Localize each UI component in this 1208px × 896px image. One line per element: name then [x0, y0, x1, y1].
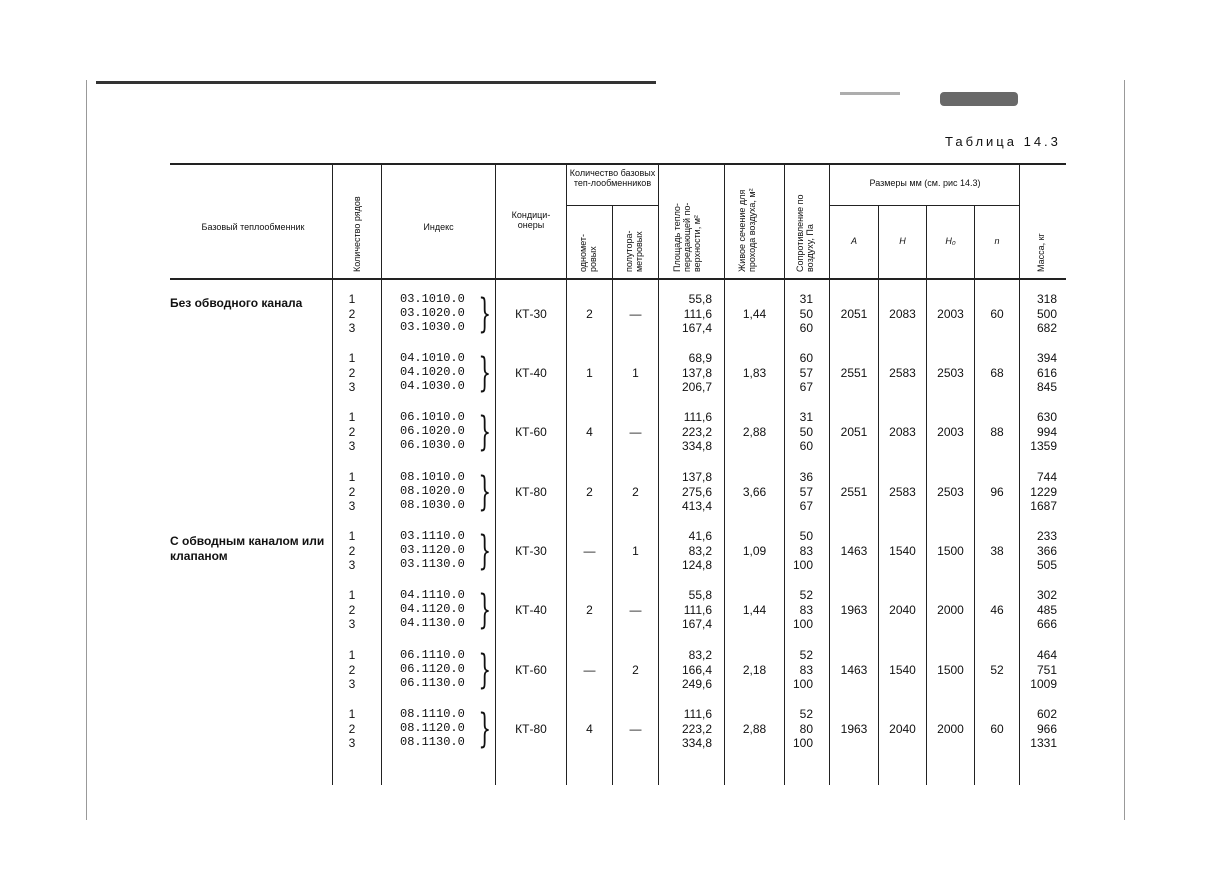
resistance-cell: 50 83 100: [792, 529, 813, 572]
dim-a-cell: 1963: [840, 722, 868, 736]
resistance-cell: 31 50 60: [799, 292, 813, 335]
header-single-meter: одномет-ровых: [578, 233, 598, 272]
col-line: [381, 165, 382, 785]
conditioner-cell: КТ-30: [515, 307, 547, 321]
area-cell: 83,2 166,4 249,6: [681, 648, 712, 691]
brace-icon: }: [478, 350, 492, 396]
mass-cell: 394 616 845: [1036, 351, 1057, 394]
group-label: С обводным каналом или клапаном: [170, 534, 325, 563]
col-line: [495, 165, 496, 785]
dim-h0-cell: 1500: [937, 663, 964, 677]
header-base-exchanger: Базовый теплообменник: [201, 222, 305, 232]
header-area: Площадь тепло-передающей по-верхности, м²: [672, 202, 702, 272]
index-cell: 03.1010.0 03.1020.0 03.1030.0: [400, 292, 465, 334]
area-cell: 68,9 137,8 206,7: [681, 351, 712, 394]
resistance-cell: 52 83 100: [792, 588, 813, 631]
area-cell: 41,6 83,2 124,8: [681, 529, 712, 572]
live-section-cell: 1,09: [742, 544, 767, 558]
dim-h0-cell: 1500: [937, 544, 964, 558]
rows-count-cell: 1 2 3: [348, 351, 356, 394]
dim-n-cell: 52: [990, 663, 1004, 677]
resistance-cell: 60 57 67: [799, 351, 813, 394]
conditioner-cell: КТ-60: [515, 425, 547, 439]
rows-count-cell: 1 2 3: [348, 648, 356, 691]
header-dim-h: H: [899, 236, 906, 246]
one-half-meter-cell: —: [629, 425, 642, 439]
mass-cell: 744 1229 1687: [1030, 470, 1057, 513]
conditioner-cell: КТ-80: [515, 485, 547, 499]
header-mass: Масса, кг: [1036, 233, 1046, 272]
live-section-cell: 3,66: [742, 485, 767, 499]
dim-h-cell: 2083: [889, 307, 916, 321]
index-cell: 06.1010.0 06.1020.0 06.1030.0: [400, 410, 465, 452]
area-cell: 55,8 111,6 167,4: [681, 588, 712, 631]
single-meter-cell: 1: [586, 366, 593, 380]
conditioner-cell: КТ-80: [515, 722, 547, 736]
rows-count-cell: 1 2 3: [348, 529, 356, 572]
dim-h0-cell: 2503: [937, 366, 964, 380]
col-line: [332, 165, 333, 785]
dim-n-cell: 38: [990, 544, 1004, 558]
live-section-cell: 1,44: [742, 603, 767, 617]
header-dim-n: n: [994, 236, 1000, 246]
dim-h0-cell: 2000: [937, 722, 964, 736]
dim-h-cell: 2083: [889, 425, 916, 439]
mass-cell: 602 966 1331: [1030, 707, 1057, 750]
dim-h-cell: 2583: [889, 366, 916, 380]
dim-h0-cell: 2003: [937, 425, 964, 439]
index-cell: 08.1110.0 08.1120.0 08.1130.0: [400, 707, 465, 749]
scan-left-edge: [86, 80, 87, 820]
header-dim-h0: H₀: [945, 236, 956, 246]
live-section-cell: 2,18: [742, 663, 767, 677]
live-section-cell: 2,88: [742, 722, 767, 736]
one-half-meter-cell: —: [629, 722, 642, 736]
dim-a-cell: 1963: [840, 603, 868, 617]
dim-h0-cell: 2503: [937, 485, 964, 499]
dim-a-cell: 2551: [840, 485, 868, 499]
index-cell: 04.1010.0 04.1020.0 04.1030.0: [400, 351, 465, 393]
scan-top-rule: [96, 81, 656, 84]
index-cell: 04.1110.0 04.1120.0 04.1130.0: [400, 588, 465, 630]
mass-cell: 302 485 666: [1036, 588, 1057, 631]
single-meter-cell: 2: [586, 307, 593, 321]
conditioner-cell: КТ-40: [515, 603, 547, 617]
dim-h0-cell: 2003: [937, 307, 964, 321]
area-cell: 111,6 223,2 334,8: [681, 707, 712, 750]
dim-h-cell: 1540: [889, 663, 916, 677]
header-live-section: Живое сечение для прохода воздуха, м²: [737, 188, 757, 272]
dim-a-cell: 1463: [840, 544, 868, 558]
header-one-half-meter: полутора-метровых: [624, 230, 644, 272]
col-line: [724, 165, 725, 785]
single-meter-cell: 2: [586, 603, 593, 617]
dim-n-cell: 68: [990, 366, 1004, 380]
single-meter-cell: 2: [586, 485, 593, 499]
live-section-cell: 2,88: [742, 425, 767, 439]
index-cell: 06.1110.0 06.1120.0 06.1130.0: [400, 648, 465, 690]
scan-right-edge: [1124, 80, 1125, 820]
resistance-cell: 52 80 100: [792, 707, 813, 750]
subheader-rule-dims: [829, 205, 1020, 206]
dim-n-cell: 60: [990, 307, 1004, 321]
dim-a-cell: 1463: [840, 663, 868, 677]
live-section-cell: 1,83: [742, 366, 767, 380]
col-line: [658, 165, 659, 785]
col-line: [566, 165, 567, 785]
mass-cell: 233 366 505: [1036, 529, 1057, 572]
rows-count-cell: 1 2 3: [348, 707, 356, 750]
dim-a-cell: 2051: [840, 307, 868, 321]
dim-a-cell: 2051: [840, 425, 868, 439]
brace-icon: }: [478, 587, 492, 633]
header-bottom-rule: [170, 278, 1066, 280]
dim-a-cell: 2551: [840, 366, 868, 380]
dim-n-cell: 46: [990, 603, 1004, 617]
group-label: Без обводного канала: [170, 296, 303, 310]
dim-h-cell: 2583: [889, 485, 916, 499]
one-half-meter-cell: 1: [632, 366, 639, 380]
single-meter-cell: 4: [586, 722, 593, 736]
brace-icon: }: [478, 291, 492, 337]
header-dim-a: A: [850, 236, 857, 246]
conditioner-cell: КТ-60: [515, 663, 547, 677]
rows-count-cell: 1 2 3: [348, 588, 356, 631]
one-half-meter-cell: 2: [632, 663, 639, 677]
resistance-cell: 31 50 60: [799, 410, 813, 453]
brace-icon: }: [478, 469, 492, 515]
header-top-rule: [170, 163, 1066, 165]
brace-icon: }: [478, 706, 492, 752]
dim-h-cell: 2040: [889, 722, 916, 736]
mass-cell: 318 500 682: [1036, 292, 1057, 335]
scan-smudge: [940, 92, 1018, 106]
dim-n-cell: 96: [990, 485, 1004, 499]
single-meter-cell: —: [583, 663, 596, 677]
header-base-count: Количество базовых теп-лообменников: [569, 168, 656, 188]
one-half-meter-cell: 1: [632, 544, 639, 558]
mass-cell: 464 751 1009: [1030, 648, 1057, 691]
dim-n-cell: 88: [990, 425, 1004, 439]
index-cell: 03.1110.0 03.1120.0 03.1130.0: [400, 529, 465, 571]
header-resistance: Сопротивление по воздуху, Па: [795, 194, 815, 272]
one-half-meter-cell: —: [629, 603, 642, 617]
index-cell: 08.1010.0 08.1020.0 08.1030.0: [400, 470, 465, 512]
single-meter-cell: 4: [586, 425, 593, 439]
brace-icon: }: [478, 409, 492, 455]
dim-h-cell: 2040: [889, 603, 916, 617]
area-cell: 137,8 275,6 413,4: [681, 470, 712, 513]
dim-h-cell: 1540: [889, 544, 916, 558]
dim-n-cell: 60: [990, 722, 1004, 736]
single-meter-cell: —: [583, 544, 596, 558]
rows-count-cell: 1 2 3: [348, 292, 356, 335]
conditioner-cell: КТ-40: [515, 366, 547, 380]
header-rows-count: Количество рядов: [352, 196, 362, 272]
dim-h0-cell: 2000: [937, 603, 964, 617]
scan-smudge-small: [840, 92, 900, 95]
conditioner-cell: КТ-30: [515, 544, 547, 558]
rows-count-cell: 1 2 3: [348, 410, 356, 453]
header-index: Индекс: [423, 222, 454, 232]
table-title: Таблица 14.3: [945, 134, 1061, 149]
rows-count-cell: 1 2 3: [348, 470, 356, 513]
col-line: [829, 165, 830, 785]
one-half-meter-cell: —: [629, 307, 642, 321]
resistance-cell: 52 83 100: [792, 648, 813, 691]
area-cell: 111,6 223,2 334,8: [681, 410, 712, 453]
header-conditioners: Кондици- онеры: [511, 210, 551, 230]
brace-icon: }: [478, 528, 492, 574]
one-half-meter-cell: 2: [632, 485, 639, 499]
live-section-cell: 1,44: [742, 307, 767, 321]
brace-icon: }: [478, 647, 492, 693]
mass-cell: 630 994 1359: [1030, 410, 1057, 453]
area-cell: 55,8 111,6 167,4: [681, 292, 712, 335]
header-dimensions: Размеры мм (см. рис 14.3): [869, 178, 981, 188]
resistance-cell: 36 57 67: [799, 470, 813, 513]
